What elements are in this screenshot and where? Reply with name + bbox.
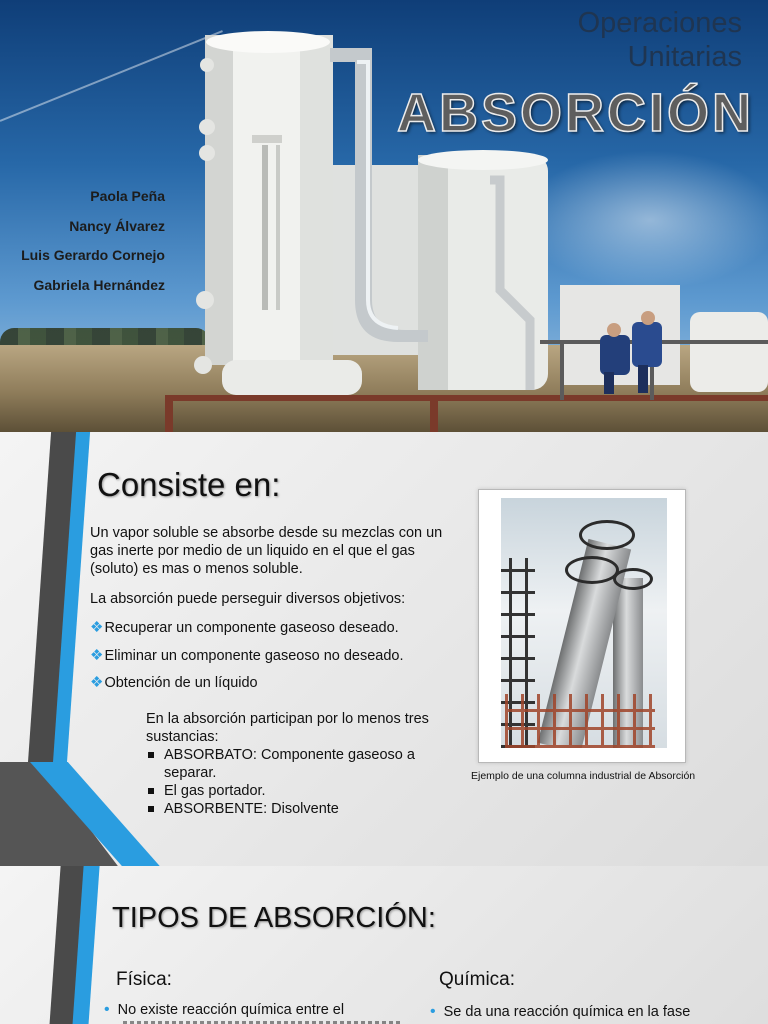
substances-intro: En la absorción participan por lo menos tres sustancias:: [146, 711, 429, 745]
course-title-line-2: Unitarias: [627, 41, 742, 73]
chemical-bullet: [430, 1002, 690, 1022]
objective-item: [90, 618, 399, 636]
main-title: ABSORCIÓN: [396, 83, 754, 143]
author-name: Nancy Álvarez: [69, 217, 165, 234]
substances-list: [146, 746, 466, 818]
objective-text: Recuperar un componente gaseoso deseado.: [104, 620, 399, 636]
chemical-bullet-text: Se da una reacción química en la fase: [443, 1004, 691, 1020]
platform-ring: [565, 556, 619, 584]
definition-slide: [0, 432, 768, 866]
objective-text: Obtención de un líquido: [104, 675, 258, 691]
bullet-dot-icon: •: [430, 1003, 436, 1020]
slide-heading: Consiste en:: [97, 466, 281, 503]
course-title-line-1: Operaciones: [577, 7, 742, 39]
rusted-scaffold: [505, 694, 655, 748]
photo-caption: Ejemplo de una columna industrial de Absorción: [471, 770, 696, 782]
author-name: Luis Gerardo Cornejo: [21, 247, 165, 263]
title-slide: [0, 0, 768, 432]
objective-item: [90, 646, 404, 664]
diamond-bullet-icon: ❖: [90, 674, 104, 691]
objective-text: Eliminar un componente gaseoso no deseado.: [104, 648, 404, 664]
cut-off-text: [123, 1019, 403, 1024]
platform-ring: [579, 520, 635, 550]
physical-bullet: [104, 1000, 344, 1020]
absorption-column-photo: [501, 498, 667, 748]
objectives-intro: La absorción puede perseguir diversos objetivos:: [90, 591, 406, 607]
photo-frame: [478, 489, 686, 763]
types-slide: [0, 866, 768, 1024]
physical-bullet-text: No existe reacción química entre el: [117, 1002, 345, 1018]
diamond-bullet-icon: ❖: [90, 619, 104, 636]
substance-item: El gas portador.: [146, 782, 466, 800]
course-title: [578, 6, 742, 74]
author-list: [21, 182, 165, 300]
physical-column-title: Física:: [116, 969, 172, 990]
substances-block: [146, 710, 466, 818]
chemical-column-title: Química:: [439, 969, 516, 990]
objective-item: [90, 673, 258, 691]
definition-text: Un vapor soluble se absorbe desde su mezclas con un gas inerte por medio de un liquido en el que el gas (soluto) es mas o menos soluble.: [90, 525, 443, 577]
slide-heading: TIPOS DE ABSORCIÓN:: [112, 902, 436, 934]
author-name: Paola Peña: [90, 188, 165, 204]
substance-item: ABSORBATO: Componente gaseoso a separar.: [146, 746, 466, 782]
diamond-bullet-icon: ❖: [90, 647, 104, 664]
substance-item: ABSORBENTE: Disolvente: [146, 800, 466, 818]
author-name: Gabriela Hernández: [33, 276, 165, 293]
bullet-dot-icon: •: [104, 1001, 110, 1018]
platform-ring: [613, 568, 653, 590]
